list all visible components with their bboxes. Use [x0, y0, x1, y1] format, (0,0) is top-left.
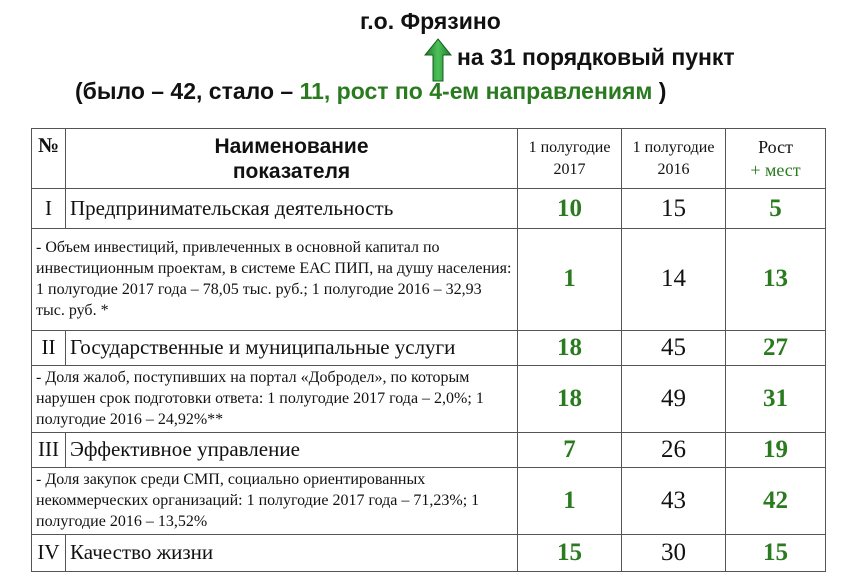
col-header-2016: 1 полугодие 2016	[622, 129, 726, 189]
value-2016: 49	[622, 366, 726, 433]
row-number: III	[32, 432, 66, 467]
value-2016: 43	[622, 467, 726, 534]
section-name: Предпринимательская деятельность	[66, 189, 518, 229]
change-summary	[75, 78, 666, 105]
section-row	[32, 189, 826, 229]
value-2017: 1	[518, 467, 622, 534]
value-2017: 10	[518, 189, 622, 229]
value-2016: 15	[622, 189, 726, 229]
growth-value: 13	[726, 228, 826, 330]
value-2016: 30	[622, 534, 726, 571]
growth-value: 31	[726, 366, 826, 433]
col-header-name-line1: Наименование	[214, 134, 369, 158]
section-name: Государственные и муниципальные услуги	[66, 330, 518, 365]
section-name: Эффективное управление	[66, 432, 518, 467]
col-header-growth	[726, 129, 826, 189]
value-2016: 26	[622, 432, 726, 467]
value-2017: 7	[518, 432, 622, 467]
change-close: )	[652, 78, 667, 104]
indicator-description: - Доля жалоб, поступивших на портал «Добродел», по которым нарушен срок подготовки ответа: 1 полугодие 2017 года – 2,0%; 1 полугодие 2016 – 24,92%**	[32, 366, 518, 433]
section-row	[32, 432, 826, 467]
row-number: IV	[32, 534, 66, 571]
city-title: г.о. Фрязино	[360, 8, 501, 34]
value-2017: 18	[518, 366, 622, 433]
row-number: I	[32, 189, 66, 229]
table-header-row	[32, 129, 826, 189]
col-header-2017: 1 полугодие 2017	[518, 129, 622, 189]
indicator-row	[32, 366, 826, 433]
value-2017: 15	[518, 534, 622, 571]
change-open: (было – 42, стало –	[75, 78, 300, 104]
change-highlight: 11, рост по 4-ем направлениям	[299, 78, 653, 104]
indicators-table	[31, 128, 826, 572]
growth-value: 27	[726, 330, 826, 365]
indicator-row	[32, 467, 826, 534]
row-number: II	[32, 330, 66, 365]
value-2016: 45	[622, 330, 726, 365]
indicator-row	[32, 228, 826, 330]
indicator-description: - Доля закупок среди СМП, социально ориентированных некоммерческих организаций: 1 полугодие 2017 года – 71,23%; 1 полугодие 2016 – 13,52%	[32, 467, 518, 534]
section-row	[32, 534, 826, 571]
section-row	[32, 330, 826, 365]
col-header-no: №	[32, 129, 66, 189]
section-name: Качество жизни	[66, 534, 518, 571]
growth-value: 42	[726, 467, 826, 534]
growth-value: 5	[726, 189, 826, 229]
arrow-up-icon	[424, 38, 452, 82]
col-header-name	[66, 129, 518, 189]
value-2017: 18	[518, 330, 622, 365]
col-header-name-line2: показателя	[232, 159, 351, 183]
col-header-growth-line1: Рост	[758, 136, 793, 157]
indicator-description: - Объем инвестиций, привлеченных в основной капитал по инвестиционным проектам, в системе ЕАС ПИП, на душу населения: 1 полугодие 2017 года – 78,05 тыс. руб.; 1 полугодие 2016 – 32,93 тыс. руб. *	[32, 228, 518, 330]
value-2017: 1	[518, 228, 622, 330]
growth-value: 19	[726, 432, 826, 467]
growth-value: 15	[726, 534, 826, 571]
rank-change-text: на 31 порядковый пункт	[457, 44, 735, 70]
value-2016: 14	[622, 228, 726, 330]
col-header-growth-line2: + мест	[750, 159, 801, 180]
